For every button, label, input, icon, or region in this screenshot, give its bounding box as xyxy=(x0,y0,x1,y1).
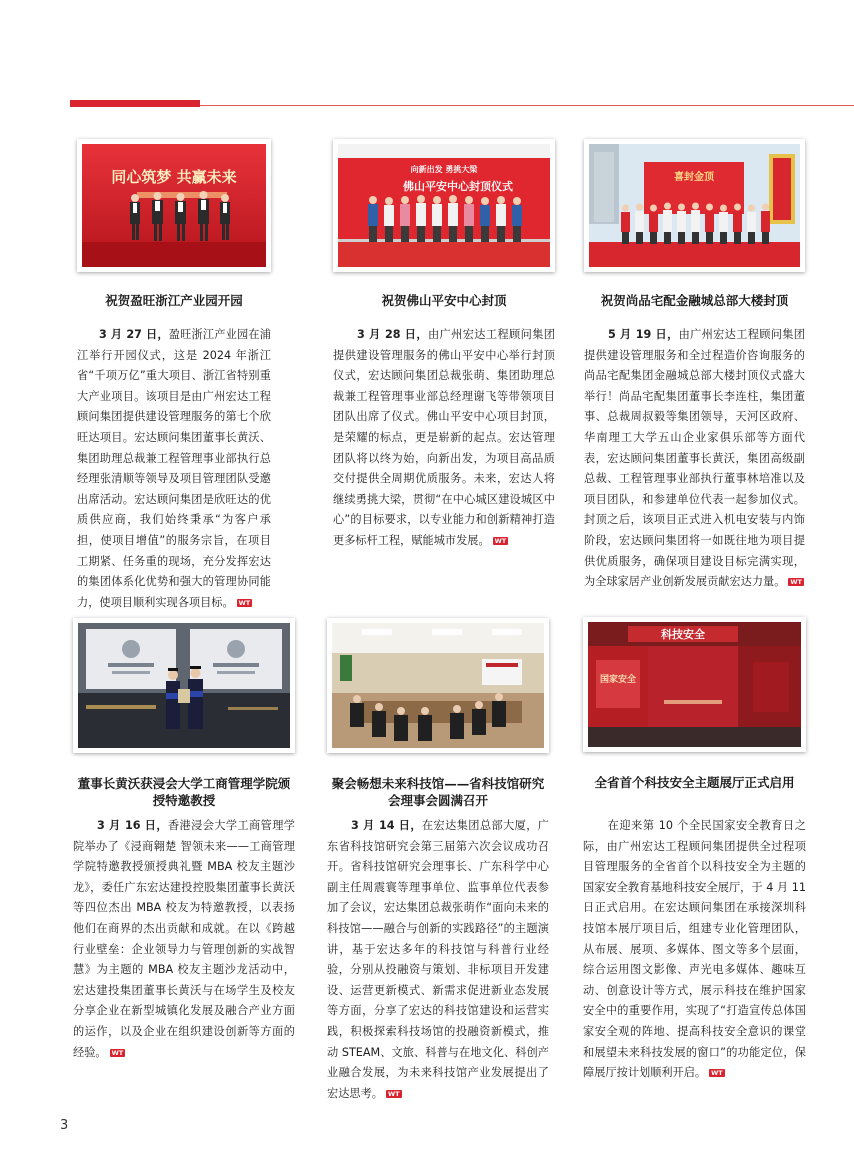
end-mark: WT xyxy=(238,598,251,607)
article-5-date: 3 月 14 日， xyxy=(351,819,422,832)
article-4-date: 3 月 16 日， xyxy=(97,819,168,832)
article-5-text: 在宏达集团总部大厦，广东省科技馆研究会第三届第六次会议成功召开。省科技馆研究会理事长、广东科学中心副主任周震寰等理事单位、监事单位代表参加了会议，宏达集团总裁张萌作“面向未来的科技馆——融合与创新的实践路径”的主题演讲，基于宏达多年的科技馆与科普行业经验，分别从投融资与策划、非标项目开发建设、运营更新模式、新需求促进新业态发展等方面，分享了宏达的科技馆建设和运营实践，积极探索科技场馆的投融资新模式，推动 STEAM、文旅、科普与在地文化、科创产业融合发展，为未来科技馆产业发展提出了宏达思考。 xyxy=(327,819,549,1100)
end-mark: WT xyxy=(111,1048,124,1057)
page-number: 3 xyxy=(60,1118,69,1133)
article-4-body xyxy=(73,816,295,1063)
end-mark: WT xyxy=(711,1069,723,1078)
article-5-title: 聚会畅想未来科技馆——省科技馆研究会理事会圆满召开 xyxy=(331,776,545,808)
article-2-body xyxy=(333,325,555,552)
article-2-date: 3 月 28 日， xyxy=(357,328,428,341)
article-3-photo xyxy=(584,139,805,272)
article-3-date: 5 月 19 日， xyxy=(608,328,679,341)
end-mark: WT xyxy=(387,1089,400,1098)
article-1-title: 祝贺盈旺浙江产业园开园 xyxy=(105,293,243,308)
article-4-text: 香港浸会大学工商管理学院举办了《浸商翱楚 智领未来——工商管理学院特邀教授颁授典礼暨 MBA 校友主题沙龙》，委任广东宏达建投控股集团董事长黄沃等四位杰出 MBA 校友为特邀教授，以表扬他们在商界的杰出贡献和成就。在以《跨越行业壁垒：企业领导力与管理创新的实战智慧》为主题的 MBA 校友主题沙龙活动中，宏达建投集团董事长黄沃与在场学生及校友分享企业在新型城镇化发展及融合产业方面的运作，以及企业在组织建设创新等方面的经验。 xyxy=(73,819,295,1059)
article-3-photo-banner: 喜封金顶 xyxy=(674,172,714,183)
article-6-body xyxy=(583,816,806,1084)
article-5-photo xyxy=(327,618,549,753)
end-mark: WT xyxy=(790,578,802,587)
article-2-text: 由广州宏达工程顾问集团提供建设管理服务的佛山平安中心举行封顶仪式，宏达顾问集团总裁张萌、集团助理总裁兼工程管理事业部总经理谢飞等带领项目团队出席了仪式。佛山平安中心项目封顶，是荣耀的标点，更是崭新的起点。宏达管理团队将以终为始，向新出发，为项目高品质交付提供全周期优质服务。未来，宏达人将继续勇挑大梁，贯彻“在中心城区建设城区中心”的目标要求，以专业能力和创新精神打造更多标杆工程，赋能城市发展。 xyxy=(333,328,555,547)
article-1-photo-banner: 同心筑梦 共赢未来 xyxy=(111,168,237,186)
article-1-body xyxy=(77,325,271,613)
article-2-photo-banner: 佛山平安中心封顶仪式 xyxy=(403,180,513,193)
article-2-photo-banner-top: 向新出发 勇挑大梁 xyxy=(410,165,478,174)
article-1-text: 盈旺浙江产业园在浦江举行开园仪式，这是 2024 年浙江省“千项万亿”重大项目、浙江省特别重大产业项目。该项目是由广州宏达工程顾问集团提供建设管理服务的第七个欣旺达项目。宏达顾问集团董事长黄沃、集团助理总裁兼工程管理事业部执行总经理张清顺等领导及项目管理团队受邀出席活动。宏达顾问集团是欣旺达的优质供应商，我们始终秉承“为客户承担，使项目增值”的服务宗旨，在项目工期紧、任务重的现场，充分发挥宏达的集团体系化优势和强大的管理协同能力，使项目顺利实现各项目标。 xyxy=(77,328,271,609)
article-6-photo-sub: 国家安全 xyxy=(599,675,637,685)
article-1-photo xyxy=(77,139,271,272)
article-4-title: 董事长黄沃获浸会大学工商管理学院颁授特邀教授 xyxy=(77,776,291,808)
article-6-title: 全省首个科技安全主题展厅正式启用 xyxy=(594,775,795,790)
article-1-date: 3 月 27 日， xyxy=(99,328,169,341)
article-2-photo xyxy=(333,139,555,272)
header-accent-bar xyxy=(70,100,200,107)
article-4-photo xyxy=(73,618,295,753)
header-rule xyxy=(200,105,854,106)
article-3-text: 由广州宏达工程顾问集团提供建设管理服务和全过程造价咨询服务的尚品宅配集团金融城总部大楼封顶仪式盛大举行！尚品宅配集团董事长李连柱，集团董事、总裁周叔毅等集团领导，天河区政府、华南理工大学五山企业家俱乐部等方面代表，宏达顾问集团董事长黄沃，集团高级副总裁、工程管理事业部执行董事林培准以及项目团队，和参建单位代表一起参加仪式。封顶之后，该项目正式进入机电安装与内饰阶段，宏达顾问集团将一如既往地为项目提供优质服务，确保项目建设目标完满实现，为全球家居产业创新发展贡献宏达力量。 xyxy=(584,328,805,589)
article-6-photo-banner: 科技安全 xyxy=(661,628,705,641)
end-mark: WT xyxy=(494,536,507,545)
article-3-title: 祝贺尚品宅配金融城总部大楼封顶 xyxy=(600,293,789,308)
article-3-body xyxy=(584,325,805,593)
article-5-body xyxy=(327,816,549,1104)
article-6-text: 在迎来第 10 个全民国家安全教育日之际，由广州宏达工程顾问集团提供全过程项目管理服务的全省首个以科技安全为主题的国家安全教育基地科技安全展厅，于 4 月 11 日正式启用。在宏达顾问集团在承接深圳科技馆本展厅项目后，组建专业化管理团队，从布展、展项、多媒体、图文等多个层面，综合运用图文影像、声光电多媒体、趣味互动、创意设计等方式，展示科技在维护国家安全中的重要作用，实现了“打造宣传总体国家安全观的阵地、提高科技安全意识的课堂和展望未来科技发展的窗口”的功能定位，保障展厅按计划顺利开启。 xyxy=(583,819,806,1080)
article-2-title: 祝贺佛山平安中心封顶 xyxy=(381,293,507,308)
article-6-photo xyxy=(583,617,806,752)
